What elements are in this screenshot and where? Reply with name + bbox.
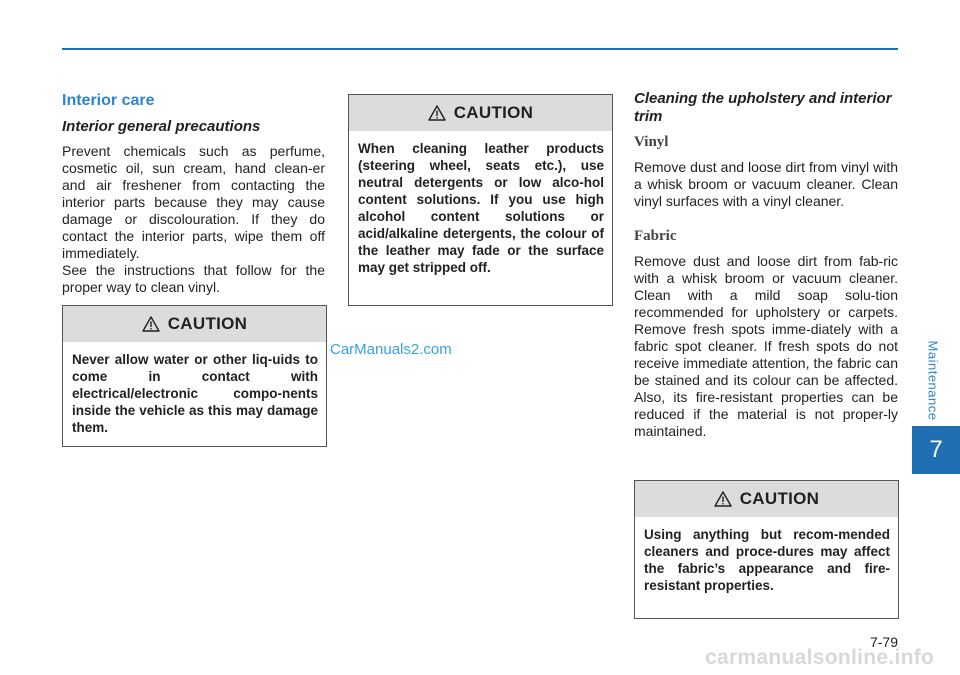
right-subtitle: Cleaning the upholstery and interior trim bbox=[634, 90, 892, 125]
page-number: 7-79 bbox=[869, 634, 898, 650]
caution-header bbox=[349, 95, 612, 131]
caution-text: Using anything but recom-mended cleaners and proce-dures may affect the fabric’s appearance and fire-resistant properties. bbox=[644, 527, 890, 593]
side-tab-label bbox=[921, 330, 945, 430]
top-rule bbox=[62, 48, 898, 50]
left-subtitle: Interior general precautions bbox=[62, 118, 261, 135]
vinyl-body: Remove dust and loose dirt from vinyl with a whisk broom or vacuum cleaner. Clean vinyl surfaces with a vinyl cleaner. bbox=[634, 159, 898, 209]
caution-box-right bbox=[634, 480, 899, 619]
caution-header bbox=[635, 481, 898, 517]
section-title: Interior care bbox=[62, 92, 155, 109]
fabric-heading: Fabric bbox=[634, 228, 677, 244]
watermark-bottom: carmanualsonline.info bbox=[705, 646, 935, 669]
caution-box-middle bbox=[348, 94, 613, 306]
caution-label: CAUTION bbox=[167, 314, 248, 333]
caution-text: Never allow water or other liq-uids to come in contact with electrical/electronic compo-nents inside the vehicle as this may damage them. bbox=[72, 352, 318, 435]
caution-box-left bbox=[62, 305, 327, 447]
left-column bbox=[62, 90, 325, 296]
warning-triangle-icon bbox=[714, 491, 732, 507]
warning-triangle-icon bbox=[428, 105, 446, 121]
fabric-body: Remove dust and loose dirt from fab-ric with a whisk broom or vacuum cleaner. Clean with a mild soap solu-tion recommended for upholstery or carpets. Remove fresh spots imme-diately with a fabric spot cleaner. If fresh spots do not receive immediate attention, the fabric can be stained and its colour can be affected. Also, its fire-resistant properties can be reduced if the material is not proper-ly maintained. bbox=[634, 253, 898, 439]
chapter-tab: 7 bbox=[912, 426, 960, 474]
caution-label: CAUTION bbox=[453, 103, 534, 122]
watermark-top: CarManuals2.com bbox=[330, 341, 452, 358]
left-body-2: See the instructions that follow for the proper way to clean vinyl. bbox=[62, 262, 325, 295]
right-column bbox=[634, 90, 898, 440]
caution-header bbox=[63, 306, 326, 342]
caution-label: CAUTION bbox=[739, 489, 820, 508]
side-tab-text: Maintenance bbox=[925, 340, 941, 420]
vinyl-heading: Vinyl bbox=[634, 134, 669, 150]
caution-text: When cleaning leather products (steering wheel, seats etc.), use neutral detergents or low alco-hol content solutions. If you use high alcohol content solutions or acid/alkaline detergents, the colour of the leather may fade or the surface may get stripped off. bbox=[358, 141, 604, 275]
warning-triangle-icon bbox=[142, 316, 160, 332]
left-body: Prevent chemicals such as perfume, cosmetic oil, sun cream, hand clean-er and air freshener from contacting the interior parts because they may cause damage or discolouration. If they do contact the interior parts, wipe them off immediately. bbox=[62, 143, 325, 261]
